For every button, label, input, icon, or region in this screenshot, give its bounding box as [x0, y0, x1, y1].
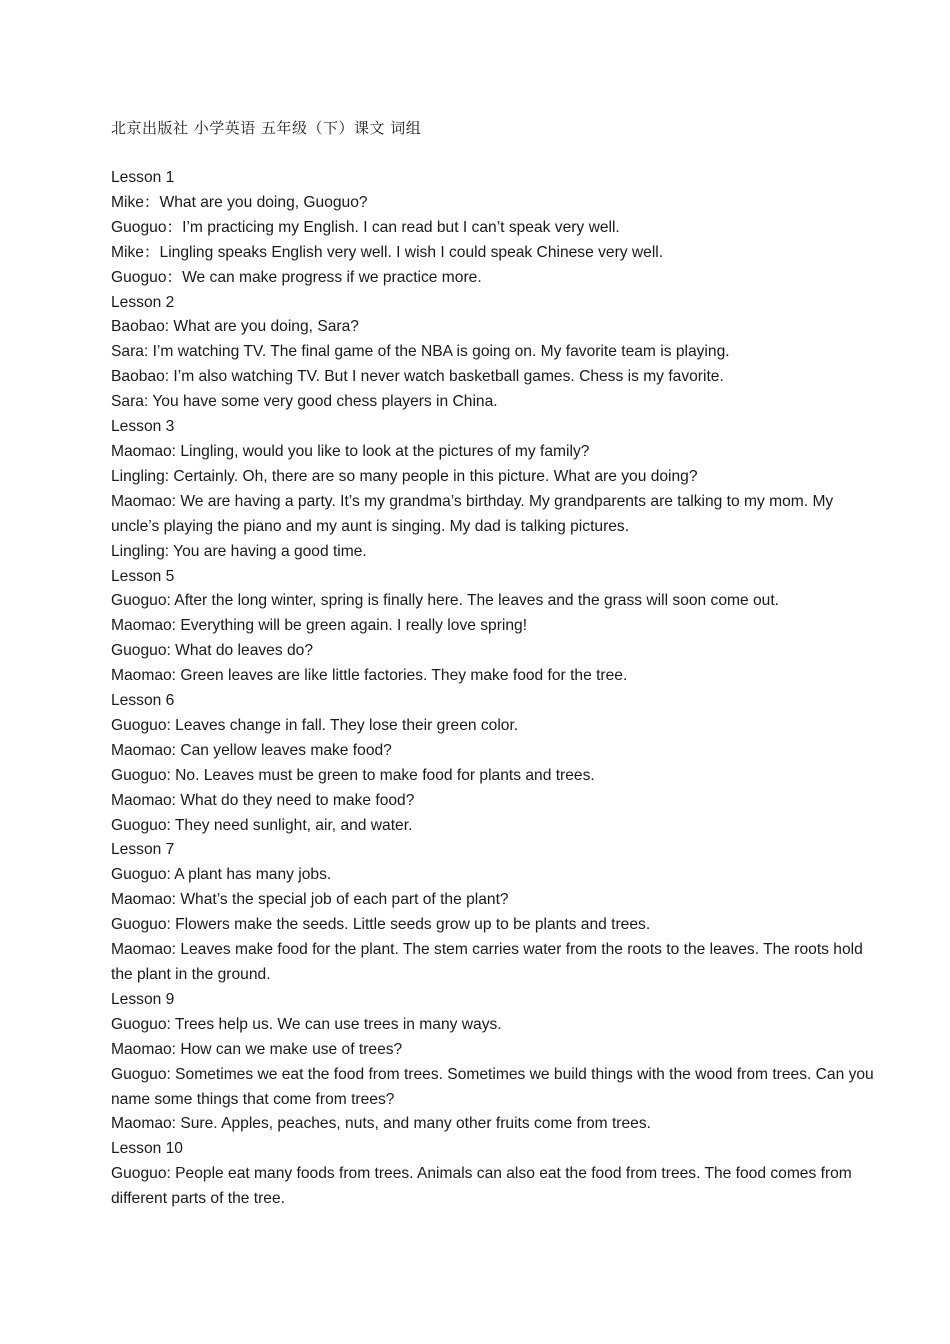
dialogue-line: Guoguo: Trees help us. We can use trees in many ways.	[111, 1015, 502, 1033]
dialogue-line: Sara: You have some very good chess players in China.	[111, 393, 498, 411]
lesson-heading: Lesson 5	[111, 567, 175, 585]
lesson-heading: Lesson 9	[111, 990, 175, 1008]
dialogue-line: Sara: I’m watching TV. The final game of the NBA is going on. My favorite team is playing.	[111, 343, 730, 361]
lesson-heading: Lesson 7	[111, 841, 175, 859]
dialogue-line: Mike：What are you doing, Guoguo?	[111, 193, 368, 211]
dialogue-line: Guoguo: People eat many foods from trees. Animals can also eat the food from trees. The food comes from different parts of the tree.	[111, 1165, 852, 1208]
dialogue-line: Guoguo: Leaves change in fall. They lose their green color.	[111, 716, 519, 734]
dialogue-line: Maomao: What do they need to make food?	[111, 791, 415, 809]
dialogue-line: Maomao: Everything will be green again. I really love spring!	[111, 617, 528, 635]
dialogue-line: Mike：Lingling speaks English very well. I wish I could speak Chinese very well.	[111, 243, 664, 261]
lesson-heading: Lesson 6	[111, 692, 175, 710]
dialogue-line: Maomao: Sure. Apples, peaches, nuts, and many other fruits come from trees.	[111, 1115, 651, 1133]
document-body	[111, 166, 881, 1212]
dialogue-line: Maomao: How can we make use of trees?	[111, 1040, 403, 1058]
dialogue-line: Guoguo: After the long winter, spring is finally here. The leaves and the grass will soon come out.	[111, 592, 780, 610]
dialogue-line: Lingling: You are having a good time.	[111, 542, 367, 560]
dialogue-line: Guoguo: Flowers make the seeds. Little seeds grow up to be plants and trees.	[111, 916, 651, 934]
dialogue-line: Maomao: Can yellow leaves make food?	[111, 741, 392, 759]
dialogue-line: Maomao: Lingling, would you like to look at the pictures of my family?	[111, 442, 590, 460]
lesson-heading: Lesson 10	[111, 1140, 183, 1158]
dialogue-line: Baobao: I’m also watching TV. But I never watch basketball games. Chess is my favorite.	[111, 368, 724, 386]
dialogue-line: Guoguo：We can make progress if we practice more.	[111, 268, 482, 286]
dialogue-line: Maomao: Green leaves are like little factories. They make food for the tree.	[111, 667, 628, 685]
dialogue-line: Guoguo: A plant has many jobs.	[111, 866, 332, 884]
dialogue-line: Guoguo：I’m practicing my English. I can read but I can’t speak very well.	[111, 218, 620, 236]
dialogue-line: Guoguo: No. Leaves must be green to make food for plants and trees.	[111, 766, 595, 784]
dialogue-line: Maomao: Leaves make food for the plant. The stem carries water from the roots to the leaves. The roots hold the plant in the ground.	[111, 941, 863, 983]
dialogue-line: Maomao: We are having a party. It’s my grandma’s birthday. My grandparents are talking to my mom. My uncle’s playing the piano and my aunt is singing. My dad is talking pictures.	[111, 492, 834, 535]
dialogue-line: Lingling: Certainly. Oh, there are so many people in this picture. What are you doing?	[111, 467, 698, 485]
dialogue-line: Maomao: What’s the special job of each part of the plant?	[111, 891, 509, 909]
lesson-heading: Lesson 3	[111, 418, 175, 436]
dialogue-line: Guoguo: They need sunlight, air, and water.	[111, 816, 413, 834]
lesson-heading: Lesson 1	[111, 169, 175, 186]
dialogue-line: Guoguo: Sometimes we eat the food from trees. Sometimes we build things with the wood from trees. Can you name some things that come from trees?	[111, 1065, 874, 1108]
lesson-heading: Lesson 2	[111, 293, 175, 311]
dialogue-line: Guoguo: What do leaves do?	[111, 642, 313, 660]
document-title: 北京出版社 小学英语 五年级（下）课文 词组	[111, 119, 422, 137]
dialogue-line: Baobao: What are you doing, Sara?	[111, 318, 359, 336]
